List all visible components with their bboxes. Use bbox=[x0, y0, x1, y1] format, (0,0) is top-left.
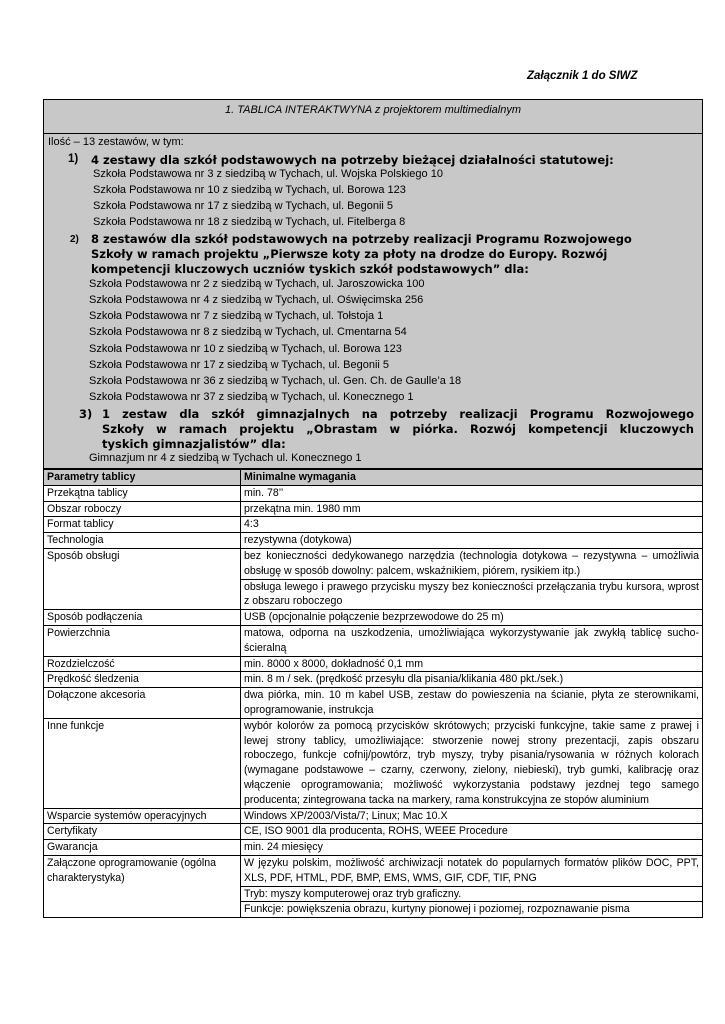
school-item: Szkoła Podstawowa nr 18 z siedzibą w Tychach, ul. Fitelberga 8 bbox=[93, 216, 406, 228]
table-row bbox=[44, 548, 703, 579]
table-row bbox=[44, 517, 703, 533]
value-cell: W języku polskim, możliwość archiwizacji notatek do popularnych formatów plików DOC, PPT, XLS, PDF, HTML, PDF, BMP, EMS, WMS, GIF, CDF, TIF, PNG bbox=[241, 855, 703, 886]
section-3-heading-line: tyskich gimnazjalistów” dla: bbox=[102, 437, 286, 451]
value-cell: rezystywna (dotykowa) bbox=[241, 533, 703, 549]
value-cell: CE, ISO 9001 dla producenta, ROHS, WEEE Procedure bbox=[241, 824, 703, 840]
table-row bbox=[44, 533, 703, 549]
table-row bbox=[44, 672, 703, 688]
value-cell: 4:3 bbox=[241, 517, 703, 533]
value-cell: matowa, odporna na uszkodzenia, umożliwiająca wykorzystywanie jak zwykłą tablicę sucho-ścieralną bbox=[241, 625, 703, 656]
school-item: Szkoła Podstawowa nr 17 z siedzibą w Tychach, ul. Begonii 5 bbox=[93, 200, 394, 212]
school-item: Szkoła Podstawowa nr 7 z siedzibą w Tychach, ul. Tołstoja 1 bbox=[89, 310, 384, 322]
school-item: Szkoła Podstawowa nr 10 z siedzibą w Tychach, ul. Borowa 123 bbox=[93, 184, 406, 196]
param-cell: Technologia bbox=[44, 533, 241, 549]
section-2-heading-line: 8 zestawów dla szkół podstawowych na potrzeby realizacji Programu Rozwojowego bbox=[91, 232, 632, 246]
value-cell: Funkcje: powiększenia obrazu, kurtyny pionowej i poziomej, rozpoznawanie pisma bbox=[241, 902, 703, 918]
section-2-number: 2) bbox=[70, 234, 79, 245]
section-3-heading-line: Szkoły w ramach projektu „Obrastam w piórka. Rozwój kompetencji kluczowych bbox=[102, 422, 694, 436]
school-item: Szkoła Podstawowa nr 8 z siedzibą w Tychach, ul. Cmentarna 54 bbox=[89, 326, 407, 338]
school-item: Szkoła Podstawowa nr 37 z siedzibą w Tychach, ul. Konecznego 1 bbox=[89, 391, 414, 403]
intro-box bbox=[43, 99, 703, 469]
table-row bbox=[44, 718, 703, 808]
value-cell: min. 8000 x 8000, dokładność 0,1 mm bbox=[241, 656, 703, 672]
specs-table bbox=[43, 469, 703, 918]
section-1-heading: 4 zestawy dla szkół podstawowych na potrzeby bieżącej działalności statutowej: bbox=[91, 153, 614, 167]
table-row bbox=[44, 610, 703, 626]
value-cell: przekątna min. 1980 mm bbox=[241, 501, 703, 517]
value-cell: wybór kolorów za pomocą przycisków skrótowych; przyciski funkcyjne, takie same z prawej i lewej strony tablicy, umożliwiające: stworzenie nowej strony prezentacji, zapis obszaru roboczego, funkcje cofnij/powtórz, tryb myszy, tryby pisania/rysowania w różnych kolorach (wymagane podstawowe – czarny, czerwony, zielony, niebieski), tryb gumki, kalibrację oraz włączenie oprogramowania; możliwość wykorzystania podstawy jezdnej tego samego producenta; zintegrowana tacka na markery, rama konstrukcyjna ze stopów aluminium bbox=[241, 718, 703, 808]
table-row bbox=[44, 501, 703, 517]
table-row bbox=[44, 485, 703, 501]
value-cell: min. 24 miesięcy bbox=[241, 840, 703, 856]
school-item: Szkoła Podstawowa nr 2 z siedzibą w Tychach, ul. Jaroszowicka 100 bbox=[89, 278, 425, 290]
school-item: Szkoła Podstawowa nr 17 z siedzibą w Tychach, ul. Begonii 5 bbox=[89, 359, 390, 371]
section-title: 1. TABLICA INTERAKTWYNA z projektorem multimedialnym bbox=[44, 100, 702, 134]
table-row bbox=[44, 688, 703, 719]
table-row bbox=[44, 808, 703, 824]
table-row bbox=[44, 855, 703, 886]
table-row bbox=[44, 625, 703, 656]
section-1-number: 1) bbox=[68, 153, 79, 165]
param-cell: Certyfikaty bbox=[44, 824, 241, 840]
value-cell: bez konieczności dedykowanego narzędzia (technologia dotykowa – rezystywna – umożliwia obsługę w sposób dowolny: palcem, wskaźnikiem, piórem, rysikiem itp.) bbox=[241, 548, 703, 579]
param-cell: Gwarancja bbox=[44, 840, 241, 856]
param-cell: Prędkość śledzenia bbox=[44, 672, 241, 688]
school-item: Szkoła Podstawowa nr 10 z siedzibą w Tychach, ul. Borowa 123 bbox=[89, 343, 402, 355]
section-3-number: 3) bbox=[79, 407, 93, 421]
value-cell: USB (opcjonalnie połączenie bezprzewodowe do 25 m) bbox=[241, 610, 703, 626]
param-cell: Obszar roboczy bbox=[44, 501, 241, 517]
table-header-row bbox=[44, 470, 703, 486]
section-3-heading-line: 1 zestaw dla szkół gimnazjalnych na potrzeby realizacji Programu Rozwojowego bbox=[102, 407, 694, 421]
param-cell: Sposób obsługi bbox=[44, 548, 241, 609]
section-2-heading-line: Szkoły w ramach projektu „Pierwsze koty za płoty na drodze do Europy. Rozwój bbox=[91, 247, 608, 261]
quantity-text: Ilość – 13 zestawów, w tym: bbox=[48, 136, 184, 148]
school-item: Szkoła Podstawowa nr 4 z siedzibą w Tychach, ul. Oświęcimska 256 bbox=[89, 294, 424, 306]
param-cell: Powierzchnia bbox=[44, 625, 241, 656]
school-item: Szkoła Podstawowa nr 36 z siedzibą w Tychach, ul. Gen. Ch. de Gaulle’a 18 bbox=[89, 375, 462, 387]
header-requirements: Minimalne wymagania bbox=[241, 470, 703, 486]
value-cell: dwa piórka, min. 10 m kabel USB, zestaw do powieszenia na ścianie, płyta ze sterownikami, oprogramowanie, instrukcja bbox=[241, 688, 703, 719]
param-cell: Format tablicy bbox=[44, 517, 241, 533]
school-item: Gimnazjum nr 4 z siedzibą w Tychach ul. Konecznego 1 bbox=[89, 452, 362, 464]
header-parameters: Parametry tablicy bbox=[44, 470, 241, 486]
section-2-heading-line: kompetencji kluczowych uczniów tyskich szkół podstawowych” dla: bbox=[91, 262, 529, 276]
attachment-label: Załącznik 1 do SIWZ bbox=[527, 70, 638, 82]
value-cell: Windows XP/2003/Vista/7; Linux; Mac 10.X bbox=[241, 808, 703, 824]
param-cell: Przekątna tablicy bbox=[44, 485, 241, 501]
param-cell: Rozdzielczość bbox=[44, 656, 241, 672]
value-cell: Tryb: myszy komputerowej oraz tryb graficzny. bbox=[241, 886, 703, 902]
param-cell: Załączone oprogramowanie (ogólna charakterystyka) bbox=[44, 855, 241, 917]
param-cell: Wsparcie systemów operacyjnych bbox=[44, 808, 241, 824]
param-cell: Sposób podłączenia bbox=[44, 610, 241, 626]
table-row bbox=[44, 824, 703, 840]
value-cell: obsługa lewego i prawego przycisku myszy bez konieczności przełączania trybu kursora, wprost z obszaru roboczego bbox=[241, 579, 703, 610]
value-cell: min. 78’’ bbox=[241, 485, 703, 501]
school-item: Szkoła Podstawowa nr 3 z siedzibą w Tychach, ul. Wojska Polskiego 10 bbox=[93, 168, 443, 180]
table-row bbox=[44, 840, 703, 856]
param-cell: Inne funkcje bbox=[44, 718, 241, 808]
value-cell: min. 8 m / sek. (prędkość przesyłu dla pisania/klikania 480 pkt./sek.) bbox=[241, 672, 703, 688]
param-cell: Dołączone akcesoria bbox=[44, 688, 241, 719]
table-row bbox=[44, 656, 703, 672]
